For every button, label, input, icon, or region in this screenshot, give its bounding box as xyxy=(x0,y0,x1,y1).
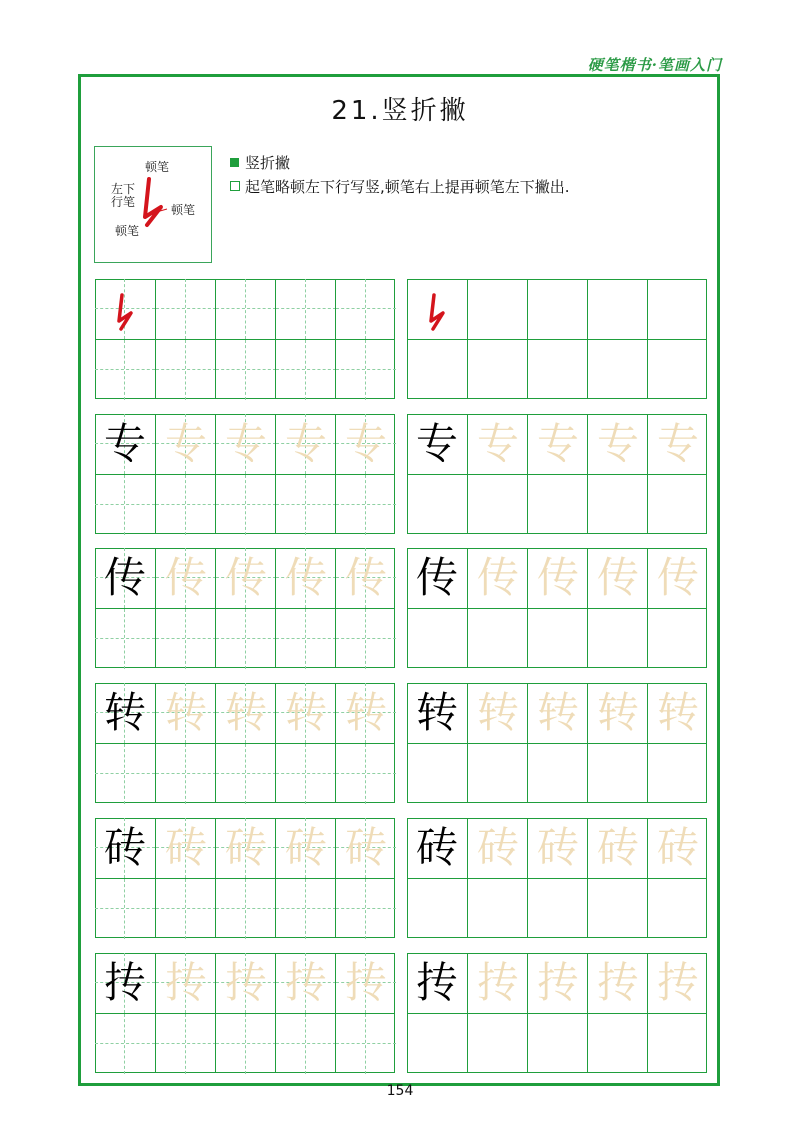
trace-character: 砖 xyxy=(656,823,699,872)
trace-character: 专 xyxy=(536,419,579,468)
practice-cell[interactable] xyxy=(467,414,527,474)
empty-square-icon xyxy=(230,181,240,191)
practice-cell[interactable] xyxy=(527,548,587,608)
trace-character: 砖 xyxy=(476,823,519,872)
practice-cell[interactable] xyxy=(647,878,707,938)
practice-cell[interactable] xyxy=(407,548,467,608)
plain-grid-5 xyxy=(407,818,707,938)
practice-cell[interactable] xyxy=(335,743,395,803)
practice-cell[interactable] xyxy=(527,683,587,743)
practice-cell[interactable] xyxy=(407,743,467,803)
stroke-label-top: 顿笔 xyxy=(145,160,170,174)
practice-cell[interactable] xyxy=(647,608,707,668)
practice-cell[interactable] xyxy=(215,608,275,668)
practice-cell[interactable] xyxy=(647,683,707,743)
practice-cell[interactable] xyxy=(215,683,275,743)
trace-character: 传 xyxy=(224,553,267,602)
practice-cell[interactable] xyxy=(215,953,275,1013)
practice-cell[interactable] xyxy=(155,279,215,339)
stroke-instruction: 起笔略顿左下行写竖,顿笔右上提再顿笔左下撇出. xyxy=(245,177,570,196)
practice-cell[interactable] xyxy=(647,414,707,474)
trace-character: 专 xyxy=(344,419,387,468)
practice-cell[interactable] xyxy=(587,474,647,534)
model-character: 砖 xyxy=(103,823,146,872)
practice-cell[interactable] xyxy=(95,878,155,938)
practice-cell[interactable] xyxy=(95,414,155,474)
practice-cell[interactable] xyxy=(335,548,395,608)
trace-character: 抟 xyxy=(596,958,639,1007)
trace-character: 转 xyxy=(536,688,579,737)
trace-character: 转 xyxy=(596,688,639,737)
plain-grid-6 xyxy=(407,953,707,1073)
practice-cell[interactable] xyxy=(587,414,647,474)
practice-cell[interactable] xyxy=(155,608,215,668)
practice-cell[interactable] xyxy=(527,339,587,399)
intro-instruction-row xyxy=(230,174,570,198)
practice-cell[interactable] xyxy=(467,1013,527,1073)
practice-cell[interactable] xyxy=(215,279,275,339)
practice-cell[interactable] xyxy=(275,818,335,878)
practice-cell[interactable] xyxy=(527,818,587,878)
filled-square-icon xyxy=(230,158,239,167)
practice-cell[interactable] xyxy=(527,279,587,339)
practice-cell[interactable] xyxy=(647,743,707,803)
practice-cell[interactable] xyxy=(587,279,647,339)
practice-cell[interactable] xyxy=(587,683,647,743)
practice-cell[interactable] xyxy=(335,339,395,399)
practice-cell[interactable] xyxy=(275,414,335,474)
model-character: 转 xyxy=(415,688,458,737)
model-character: 抟 xyxy=(415,958,458,1007)
page-number: 154 xyxy=(386,1083,414,1099)
book-header-label: 硬笔楷书·笔画入门 xyxy=(587,56,722,74)
practice-cell[interactable] xyxy=(647,279,707,339)
practice-cell[interactable] xyxy=(95,818,155,878)
practice-cell[interactable] xyxy=(155,1013,215,1073)
practice-cell[interactable] xyxy=(155,818,215,878)
stroke-demo-box xyxy=(94,146,212,263)
trace-character: 抟 xyxy=(284,958,327,1007)
practice-cell[interactable] xyxy=(275,279,335,339)
guided-grid-1 xyxy=(95,279,395,399)
practice-cell[interactable] xyxy=(155,548,215,608)
practice-cell[interactable] xyxy=(275,548,335,608)
practice-cell[interactable] xyxy=(155,743,215,803)
practice-cell[interactable] xyxy=(95,474,155,534)
practice-cell[interactable] xyxy=(215,878,275,938)
trace-character: 转 xyxy=(344,688,387,737)
practice-cell[interactable] xyxy=(407,474,467,534)
practice-cell[interactable] xyxy=(335,818,395,878)
practice-cell[interactable] xyxy=(647,474,707,534)
practice-cell[interactable] xyxy=(647,818,707,878)
trace-character: 砖 xyxy=(284,823,327,872)
practice-cell[interactable] xyxy=(527,743,587,803)
trace-character: 传 xyxy=(344,553,387,602)
practice-cell[interactable] xyxy=(275,1013,335,1073)
practice-cell[interactable] xyxy=(275,683,335,743)
trace-character: 砖 xyxy=(596,823,639,872)
trace-character: 抟 xyxy=(536,958,579,1007)
lesson-title: 21.竖折撇 xyxy=(331,96,469,126)
practice-cell[interactable] xyxy=(467,743,527,803)
guided-grid-3 xyxy=(95,548,395,668)
practice-cell[interactable] xyxy=(467,548,527,608)
practice-cell[interactable] xyxy=(407,279,467,339)
practice-cell[interactable] xyxy=(215,818,275,878)
practice-cell[interactable] xyxy=(467,953,527,1013)
model-character: 传 xyxy=(103,553,146,602)
practice-cell[interactable] xyxy=(647,1013,707,1073)
practice-cell[interactable] xyxy=(527,608,587,668)
practice-cell[interactable] xyxy=(587,878,647,938)
stroke-sample-icon xyxy=(95,279,155,339)
practice-cell[interactable] xyxy=(215,743,275,803)
intro-text xyxy=(230,150,570,198)
guided-grid-6 xyxy=(95,953,395,1073)
practice-cell[interactable] xyxy=(407,1013,467,1073)
practice-cell[interactable] xyxy=(95,608,155,668)
model-character: 专 xyxy=(103,419,146,468)
practice-cell[interactable] xyxy=(335,279,395,339)
model-character: 抟 xyxy=(103,958,146,1007)
practice-cell[interactable] xyxy=(275,339,335,399)
stroke-label-right: 顿笔 xyxy=(171,203,196,217)
trace-character: 转 xyxy=(284,688,327,737)
trace-character: 砖 xyxy=(536,823,579,872)
trace-character: 砖 xyxy=(224,823,267,872)
practice-cell[interactable] xyxy=(527,878,587,938)
trace-character: 抟 xyxy=(344,958,387,1007)
practice-cell[interactable] xyxy=(95,1013,155,1073)
trace-character: 抟 xyxy=(656,958,699,1007)
trace-character: 传 xyxy=(476,553,519,602)
practice-cell[interactable] xyxy=(95,339,155,399)
practice-cell[interactable] xyxy=(335,608,395,668)
trace-character: 转 xyxy=(164,688,207,737)
practice-cell[interactable] xyxy=(587,1013,647,1073)
stroke-label-left-1: 左下 xyxy=(111,182,136,196)
practice-cell[interactable] xyxy=(527,414,587,474)
practice-cell[interactable] xyxy=(587,339,647,399)
practice-cell[interactable] xyxy=(95,548,155,608)
practice-cell[interactable] xyxy=(155,878,215,938)
practice-cell[interactable] xyxy=(335,683,395,743)
practice-cell[interactable] xyxy=(335,414,395,474)
guided-grid-5 xyxy=(95,818,395,938)
stroke-label-left-2: 行笔 xyxy=(111,195,136,209)
practice-cell[interactable] xyxy=(527,474,587,534)
stroke-sample-icon xyxy=(407,279,467,339)
plain-grid-2 xyxy=(407,414,707,534)
trace-character: 转 xyxy=(656,688,699,737)
practice-cell[interactable] xyxy=(155,683,215,743)
practice-cell[interactable] xyxy=(467,279,527,339)
practice-cell[interactable] xyxy=(95,279,155,339)
plain-grid-3 xyxy=(407,548,707,668)
practice-cell[interactable] xyxy=(467,339,527,399)
stroke-demo-icon xyxy=(95,147,213,264)
trace-character: 传 xyxy=(284,553,327,602)
model-character: 转 xyxy=(103,688,146,737)
practice-cell[interactable] xyxy=(407,878,467,938)
practice-cell[interactable] xyxy=(275,878,335,938)
practice-cell[interactable] xyxy=(587,818,647,878)
practice-cell[interactable] xyxy=(155,953,215,1013)
trace-character: 专 xyxy=(284,419,327,468)
practice-cell[interactable] xyxy=(275,608,335,668)
model-character: 专 xyxy=(415,419,458,468)
practice-cell[interactable] xyxy=(407,414,467,474)
practice-cell[interactable] xyxy=(407,818,467,878)
practice-cell[interactable] xyxy=(275,953,335,1013)
practice-cell[interactable] xyxy=(527,953,587,1013)
practice-cell[interactable] xyxy=(155,414,215,474)
stroke-name: 竖折撇 xyxy=(245,153,291,172)
practice-cell[interactable] xyxy=(587,608,647,668)
practice-cell[interactable] xyxy=(467,878,527,938)
trace-character: 转 xyxy=(224,688,267,737)
practice-cell[interactable] xyxy=(647,339,707,399)
plain-grid-4 xyxy=(407,683,707,803)
practice-cell[interactable] xyxy=(275,743,335,803)
practice-cell[interactable] xyxy=(335,1013,395,1073)
practice-cell[interactable] xyxy=(647,953,707,1013)
practice-cell[interactable] xyxy=(95,953,155,1013)
practice-cell[interactable] xyxy=(527,1013,587,1073)
practice-cell[interactable] xyxy=(467,608,527,668)
guided-grid-4 xyxy=(95,683,395,803)
practice-cell[interactable] xyxy=(407,953,467,1013)
practice-cell[interactable] xyxy=(215,474,275,534)
practice-cell[interactable] xyxy=(335,474,395,534)
practice-cell[interactable] xyxy=(407,683,467,743)
practice-cell[interactable] xyxy=(215,548,275,608)
practice-cell[interactable] xyxy=(587,743,647,803)
plain-grid-1 xyxy=(407,279,707,399)
trace-character: 砖 xyxy=(344,823,387,872)
practice-cell[interactable] xyxy=(215,339,275,399)
trace-character: 专 xyxy=(224,419,267,468)
intro-heading-row xyxy=(230,150,570,174)
trace-character: 传 xyxy=(656,553,699,602)
practice-cell[interactable] xyxy=(647,548,707,608)
practice-cell[interactable] xyxy=(215,414,275,474)
practice-cell[interactable] xyxy=(467,683,527,743)
model-character: 传 xyxy=(415,553,458,602)
trace-character: 抟 xyxy=(476,958,519,1007)
trace-character: 砖 xyxy=(164,823,207,872)
guided-grid-2 xyxy=(95,414,395,534)
practice-cell[interactable] xyxy=(467,474,527,534)
model-character: 砖 xyxy=(415,823,458,872)
practice-cell[interactable] xyxy=(407,608,467,668)
practice-cell[interactable] xyxy=(467,818,527,878)
trace-character: 专 xyxy=(656,419,699,468)
trace-character: 传 xyxy=(536,553,579,602)
trace-character: 专 xyxy=(476,419,519,468)
practice-cell[interactable] xyxy=(335,878,395,938)
trace-character: 抟 xyxy=(164,958,207,1007)
practice-cell[interactable] xyxy=(407,339,467,399)
practice-cell[interactable] xyxy=(155,474,215,534)
practice-cell[interactable] xyxy=(155,339,215,399)
trace-character: 专 xyxy=(164,419,207,468)
trace-character: 传 xyxy=(596,553,639,602)
stroke-label-bottom: 顿笔 xyxy=(115,224,140,238)
trace-character: 抟 xyxy=(224,958,267,1007)
practice-cell[interactable] xyxy=(335,953,395,1013)
practice-cell[interactable] xyxy=(95,743,155,803)
practice-cell[interactable] xyxy=(587,548,647,608)
trace-character: 转 xyxy=(476,688,519,737)
practice-cell[interactable] xyxy=(587,953,647,1013)
trace-character: 专 xyxy=(596,419,639,468)
practice-cell[interactable] xyxy=(275,474,335,534)
practice-cell[interactable] xyxy=(95,683,155,743)
trace-character: 传 xyxy=(164,553,207,602)
practice-cell[interactable] xyxy=(215,1013,275,1073)
